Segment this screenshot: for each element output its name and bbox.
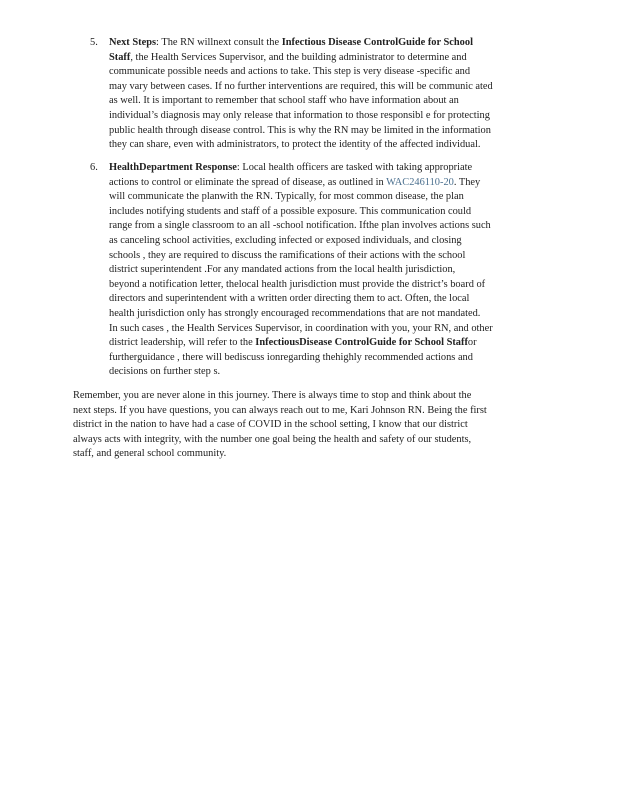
text-line: In such cases , the Health Services Supervisor, in coordination with you, your RN, and other [109,322,493,334]
text-line: schools , they are required to discuss the ramifications of their actions with the school [109,249,466,261]
text-line [109,336,477,351]
text-line [109,176,480,191]
list-number: 5. [90,37,98,48]
guide-title: Infectious Disease ControlGuide for School [281,37,473,48]
text-span: actions to control or eliminate the spread of disease, as outlined in [109,176,387,188]
text-span: : The RN willnext consult the [156,37,282,48]
text-span: . They [453,176,481,188]
text-line: next steps. If you have questions, you can always reach out to me, Kari Johnson RN. Being the first [73,404,487,416]
text-span: district leadership, will refer to the [109,337,256,349]
text-line: district in the nation to have had a case of COVID in the school setting, I know that our district [73,419,468,431]
text-line: district superintendent .For any mandated actions from the local health jurisdiction, [109,264,456,276]
list-number: 6. [90,162,98,173]
text-line: as well. It is important to remember that school staff who have information about an [109,95,459,107]
text-span: , the Health Services Supervisor, and the building administrator to determine and [130,51,467,63]
text-span: or [467,337,477,349]
text-line [109,51,467,66]
text-line: they can share, even with administrators, to protect the identity of the affected individual. [109,139,481,151]
text-line: staff, and general school community. [73,448,227,460]
text-span: : Local health officers are tasked with taking appropriate [236,162,473,173]
text-line: will communicate the planwith the RN. Typically, for most common disease, the plan [109,191,464,203]
text-line: individual’s diagnosis may only release that information to those responsibl e for protecting [109,110,490,121]
text-line: range from a single classroom to an all -school notification. Ifthe plan involves actions such [109,220,491,232]
heading-next-steps: Next Steps [109,37,157,48]
text-line [109,36,473,51]
text-line: includes notifying students and staff of a possible exposure. This communication could [109,205,472,217]
text-line: beyond a notification letter, thelocal health jurisdiction must provide the district’s board of [109,278,486,290]
text-line: always acts with integrity, with the number one goal being the health and safety of our students, [73,433,472,445]
text-line: may vary between cases. If no further interventions are required, this will be communic ated [109,80,493,92]
text-line: health jurisdiction only has strongly encouraged recommendations that are not mandated. [109,308,481,319]
text-line: communicate possible needs and actions to take. This step is very disease -specific and [109,66,471,78]
text-line: public health through disease control. This is why the RN may be limited in the information [109,124,491,136]
guide-title: InfectiousDisease ControlGuide for School Staff [255,337,468,349]
wac-link[interactable]: WAC246110-20 [386,176,454,188]
heading-health-department-response: HealthDepartment Response [109,162,237,173]
text-line: as canceling school activities, excluding infected or exposed individuals, and closing [109,235,462,246]
text-line [109,161,472,176]
text-line: directors and superintendent with a written order directing them to act. Often, the local [109,293,470,305]
text-line: furtherguidance , there will bediscuss ionregarding thehighly recommended actions and [109,351,473,363]
text-line: decisions on further step s. [109,366,221,378]
text-line: Remember, you are never alone in this journey. There is always time to stop and think about the [73,390,472,401]
guide-title-cont: Staff [109,51,131,63]
